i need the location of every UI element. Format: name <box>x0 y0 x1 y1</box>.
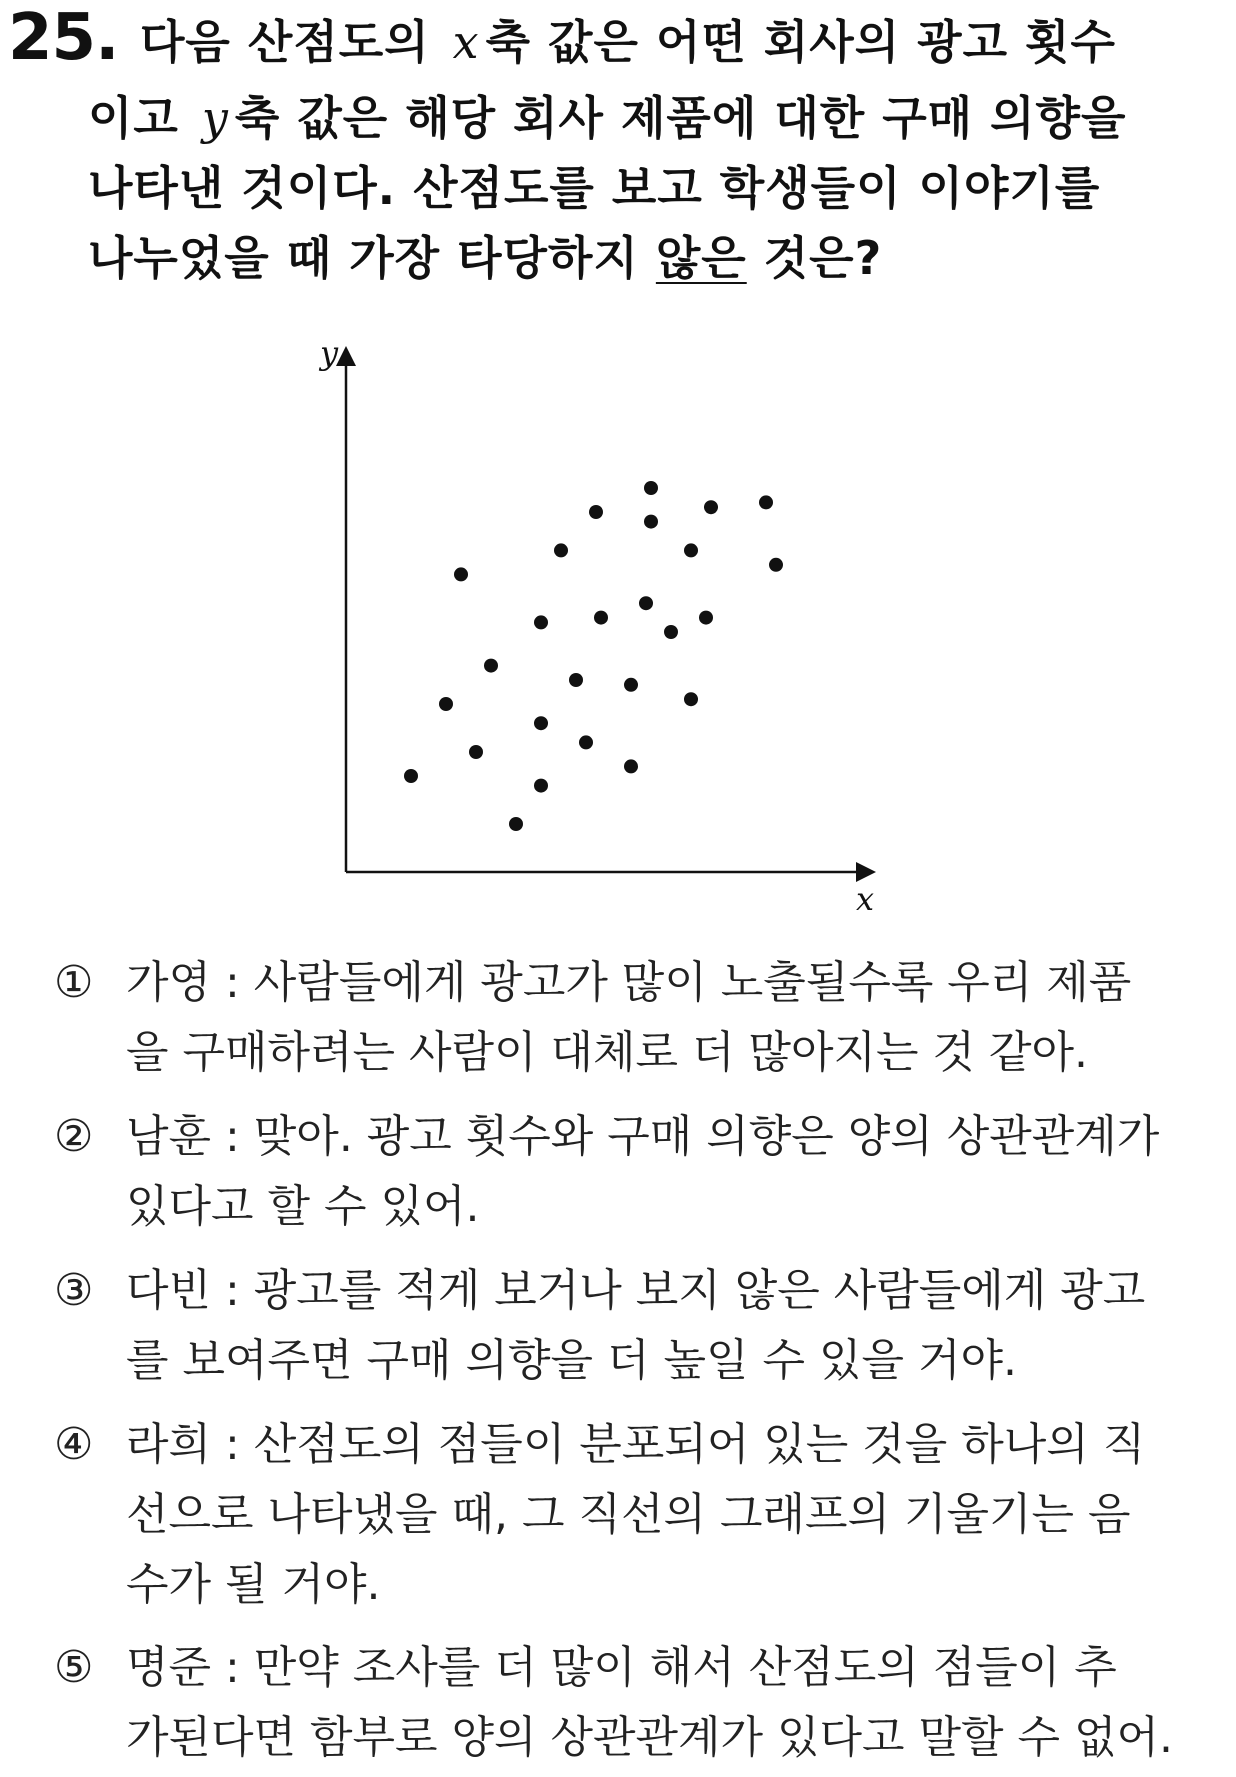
data-point-14 <box>594 611 608 625</box>
data-point-18 <box>644 481 658 495</box>
choice-text: 을 구매하려는 사람이 대체로 더 많아지는 것 같아. <box>126 1027 1088 1078</box>
data-point-9 <box>534 615 548 629</box>
data-point-19 <box>644 515 658 529</box>
choice-text: 명준 : 만약 조사를 더 많이 해서 산점도의 점들이 추 <box>126 1642 1117 1693</box>
data-point-26 <box>769 558 783 572</box>
question-text: 축 값은 해당 회사 제품에 대한 구매 의향을 <box>234 91 1127 145</box>
data-point-17 <box>639 596 653 610</box>
data-point-10 <box>554 543 568 557</box>
choice-3[interactable] <box>54 1256 1184 1396</box>
scatter-points <box>404 481 783 831</box>
choice-marker: ① <box>54 957 94 1008</box>
choice-text: 있다고 할 수 있어. <box>126 1181 480 1232</box>
choice-text: 다빈 : 광고를 적게 보거나 보지 않은 사람들에게 광고 <box>126 1265 1146 1316</box>
choice-marker: ⑤ <box>54 1642 94 1693</box>
data-point-3 <box>454 567 468 581</box>
question-text: 축 값은 어떤 회사의 광고 횟수 <box>485 15 1116 69</box>
data-point-20 <box>664 625 678 639</box>
data-point-4 <box>469 745 483 759</box>
choice-text: 남훈 : 맞아. 광고 횟수와 구매 의향은 양의 상관관계가 <box>126 1111 1160 1162</box>
choice-marker: ③ <box>54 1265 94 1316</box>
choice-4[interactable] <box>54 1410 1184 1620</box>
question-text: 것은? <box>763 231 883 285</box>
question-text: 나누었을 때 가장 타당하지 <box>88 231 639 285</box>
choice-text: 라희 : 산점도의 점들이 분포되어 있는 것을 하나의 직 <box>126 1419 1146 1470</box>
choice-marker: ④ <box>54 1419 94 1470</box>
question-text: 이고 <box>88 91 179 145</box>
data-point-23 <box>699 611 713 625</box>
choice-text: 가된다면 함부로 양의 상관관계가 있다고 말할 수 없어. <box>126 1712 1173 1763</box>
data-point-5 <box>484 659 498 673</box>
choice-text: 가영 : 사람들에게 광고가 많이 노출될수록 우리 제품 <box>126 957 1132 1008</box>
data-point-7 <box>534 779 548 793</box>
question-text: 다음 산점도의 <box>140 15 430 69</box>
choice-text: 선으로 나타냈을 때, 그 직선의 그래프의 기울기는 음 <box>126 1489 1131 1540</box>
choice-marker: ② <box>54 1111 94 1162</box>
data-point-24 <box>704 500 718 514</box>
question-line-2 <box>88 88 1126 148</box>
x-axis-label: x <box>856 880 875 918</box>
question-text: 나타낸 것이다. 산점도를 보고 학생들이 이야기를 <box>88 161 1101 215</box>
data-point-21 <box>684 543 698 557</box>
question-number: 25. <box>8 1 119 75</box>
y-axis-label: y <box>320 334 339 372</box>
data-point-11 <box>569 673 583 687</box>
data-point-16 <box>624 678 638 692</box>
question-line-4 <box>88 228 882 288</box>
choice-2[interactable] <box>54 1102 1184 1242</box>
choice-text: 를 보여주면 구매 의향을 더 높일 수 있을 거야. <box>126 1335 1017 1386</box>
question-line-3 <box>88 158 1100 218</box>
question-line-1 <box>140 12 1116 72</box>
data-point-12 <box>579 735 593 749</box>
underlined-keyword: 않은 <box>655 231 747 285</box>
y-variable: y <box>201 91 229 145</box>
choice-1[interactable] <box>54 948 1184 1088</box>
choice-text: 수가 될 거야. <box>126 1559 381 1610</box>
data-point-25 <box>759 495 773 509</box>
data-point-8 <box>534 716 548 730</box>
x-variable: x <box>452 15 480 69</box>
data-point-1 <box>404 769 418 783</box>
data-point-6 <box>509 817 523 831</box>
choice-5[interactable] <box>54 1633 1184 1773</box>
data-point-15 <box>624 759 638 773</box>
data-point-22 <box>684 692 698 706</box>
scatter-plot <box>300 330 900 920</box>
data-point-2 <box>439 697 453 711</box>
data-point-13 <box>589 505 603 519</box>
